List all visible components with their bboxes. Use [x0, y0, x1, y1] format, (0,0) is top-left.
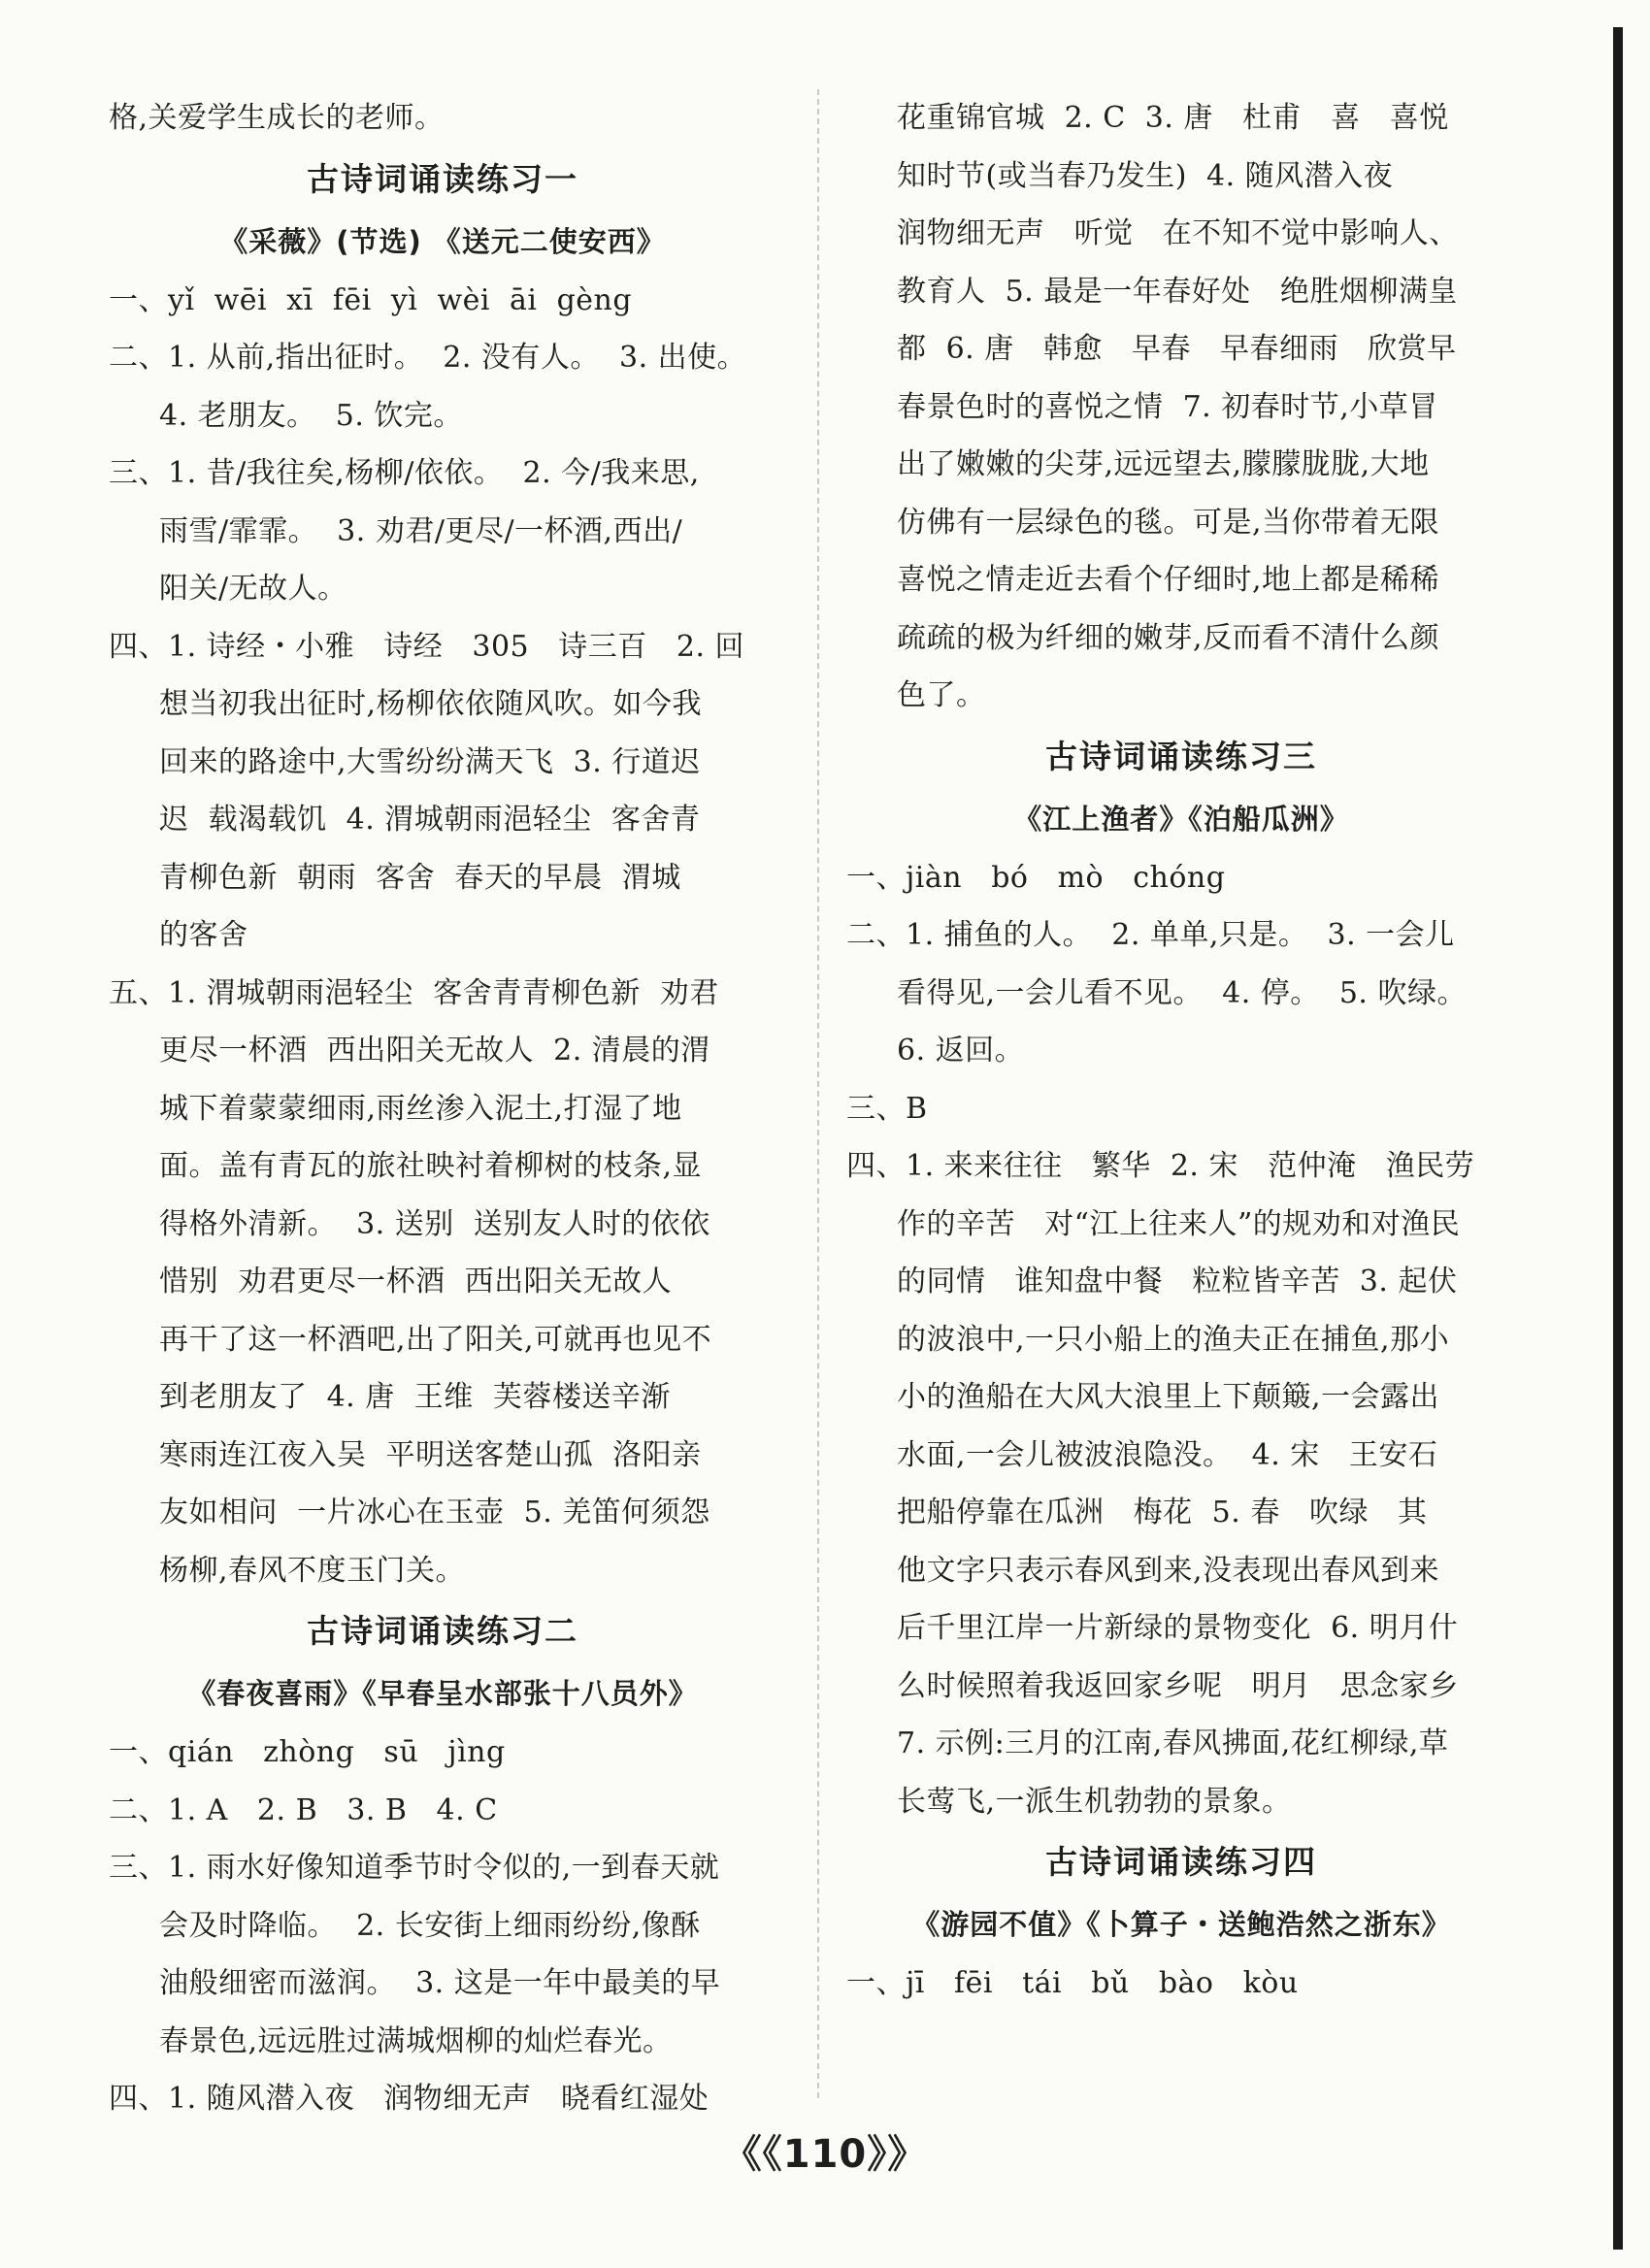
answer-line: 喜悦之情走近去看个仔细时,地上都是稀稀 — [897, 563, 1440, 597]
answer-line: 再干了这一杯酒吧,出了阳关,可就再也见不 — [159, 1322, 712, 1357]
answer-line: 色了。 — [897, 678, 986, 712]
answer-line: 面。盖有青瓦的旅社映衬着柳树的枝条,显 — [159, 1149, 703, 1183]
section-title: 古诗词诵读练习二 — [307, 1612, 578, 1650]
left-column — [109, 89, 776, 2128]
section-title: 古诗词诵读练习三 — [1045, 737, 1317, 775]
answer-line: 三、B — [846, 1091, 928, 1126]
answer-line: 后千里江岸一片新绿的景物变化 6. 明月什 — [897, 1611, 1459, 1645]
answer-line: 二、1. 从前,指出征时。 2. 没有人。 3. 出使。 — [109, 341, 747, 375]
answer-line: 水面,一会儿被波浪隐没。 4. 宋 王安石 — [897, 1437, 1438, 1472]
answer-line: 疏疏的极为纤细的嫩芽,反而看不清什么颜 — [897, 620, 1440, 655]
answer-line: 的客舍 — [159, 918, 248, 952]
answer-line: 想当初我出征时,杨柳依依随风吹。如今我 — [159, 687, 703, 721]
answer-line: 惜别 劝君更尽一杯酒 西出阳关无故人 — [159, 1265, 673, 1298]
answer-line: 杨柳,春风不度玉门关。 — [159, 1553, 466, 1588]
answer-line: 看得见,一会儿看不见。 4. 停。 5. 吹绿。 — [897, 975, 1467, 1010]
answer-line: 阳关/无故人。 — [159, 572, 347, 606]
answer-line: 仿佛有一层绿色的毯。可是,当你带着无限 — [897, 505, 1440, 540]
answer-line: 一、jiàn bó mò chóng — [846, 860, 1226, 895]
answer-line: 三、1. 昔/我往矣,杨柳/依依。 2. 今/我来思, — [109, 456, 700, 490]
answer-line: 四、1. 来来往往 繁华 2. 宋 范仲淹 渔民劳 — [846, 1149, 1475, 1183]
answer-line: 小的渔船在大风大浪里上下颠簸,一会露出 — [897, 1380, 1440, 1414]
answer-line: 一、yǐ wēi xī fēi yì wèi āi gèng — [109, 282, 633, 317]
answer-line: 二、1. A 2. B 3. B 4. C — [109, 1792, 498, 1827]
answer-line: 都 6. 唐 韩愈 早春 早春细雨 欣赏早 — [897, 332, 1457, 366]
answer-line: 7. 示例:三月的江南,春风拂面,花红柳绿,草 — [897, 1726, 1449, 1760]
poem-titles: 《游园不值》《卜算子・送鲍浩然之浙东》 — [911, 1908, 1451, 1941]
answer-line: 么时候照着我返回家乡呢 明月 思念家乡 — [897, 1668, 1459, 1703]
answer-line: 会及时降临。 2. 长安街上细雨纷纷,像酥 — [159, 1908, 701, 1943]
answer-line: 到老朋友了 4. 唐 王维 芙蓉楼送辛渐 — [159, 1380, 671, 1414]
answer-line: 把船停靠在瓜洲 梅花 5. 春 吹绿 其 — [897, 1496, 1428, 1529]
answer-line: 雨雪/霏霏。 3. 劝君/更尽/一杯酒,西出/ — [159, 513, 683, 548]
answer-line: 油般细密而滋润。 3. 这是一年中最美的早 — [159, 1966, 721, 2000]
answer-line: 青柳色新 朝雨 客舍 春天的早晨 渭城 — [159, 860, 681, 895]
answer-line: 四、1. 随风潜入夜 润物细无声 晓看红湿处 — [109, 2082, 710, 2116]
poem-titles: 《采薇》(节选) 《送元二使安西》 — [219, 224, 666, 258]
answer-line: 格,关爱学生成长的老师。 — [109, 101, 445, 135]
answer-line: 4. 老朋友。 5. 饮完。 — [159, 398, 463, 433]
answer-line: 出了嫩嫩的尖芽,远远望去,朦朦胧胧,大地 — [897, 447, 1430, 481]
poem-titles: 《江上渔者》《泊船瓜洲》 — [1013, 802, 1349, 836]
right-column — [846, 89, 1516, 2013]
answer-line: 五、1. 渭城朝雨浥轻尘 客舍青青柳色新 劝君 — [109, 975, 719, 1010]
answer-line: 作的辛苦 对“江上往来人”的规劝和对渔民 — [897, 1206, 1461, 1241]
answer-line: 更尽一杯酒 西出阳关无故人 2. 清晨的渭 — [159, 1034, 710, 1068]
answer-line: 回来的路途中,大雪纷纷满天飞 3. 行道迟 — [159, 744, 701, 779]
answer-line: 教育人 5. 最是一年春好处 绝胜烟柳满皇 — [897, 274, 1458, 309]
answer-line: 一、qián zhòng sū jìng — [109, 1735, 506, 1769]
answer-line: 一、jī fēi tái bǔ bào kòu — [846, 1966, 1299, 2000]
page-edge-bar — [1613, 27, 1623, 2250]
answer-line: 友如相问 一片冰心在玉壶 5. 羌笛何须怨 — [159, 1496, 710, 1529]
answer-line: 6. 返回。 — [897, 1034, 1025, 1068]
answer-line: 知时节(或当春乃发生) 4. 随风潜入夜 — [897, 158, 1394, 193]
answer-line: 润物细无声 听觉 在不知不觉中影响人、 — [897, 216, 1459, 250]
section-title: 古诗词诵读练习四 — [1045, 1843, 1317, 1881]
page-number: 《《110》》 — [722, 2132, 928, 2177]
answer-line: 的波浪中,一只小船上的渔夫正在捕鱼,那小 — [897, 1322, 1450, 1357]
answer-line: 寒雨连江夜入吴 平明送客楚山孤 洛阳亲 — [159, 1437, 702, 1472]
column-divider — [817, 89, 819, 2098]
answer-line: 花重锦官城 2. C 3. 唐 杜甫 喜 喜悦 — [897, 101, 1449, 135]
poem-titles: 《春夜喜雨》《早春呈水部张十八员外》 — [187, 1677, 698, 1710]
answer-line: 四、1. 诗经・小雅 诗经 305 诗三百 2. 回 — [109, 629, 745, 664]
answer-line: 春景色,远远胜过满城烟柳的灿烂春光。 — [159, 2023, 673, 2058]
answer-line: 二、1. 捕鱼的人。 2. 单单,只是。 3. 一会儿 — [846, 918, 1455, 952]
answer-line: 春景色时的喜悦之情 7. 初春时节,小草冒 — [897, 389, 1438, 424]
section-title: 古诗词诵读练习一 — [307, 159, 578, 198]
answer-line: 迟 载渴载饥 4. 渭城朝雨浥轻尘 客舍青 — [159, 803, 701, 837]
answer-line: 长莺飞,一派生机勃勃的景象。 — [897, 1784, 1292, 1819]
answer-line: 得格外清新。 3. 送别 送别友人时的依依 — [159, 1206, 710, 1241]
answer-line: 他文字只表示春风到来,没表现出春风到来 — [897, 1553, 1440, 1588]
answer-line: 城下着蒙蒙细雨,雨丝渗入泥土,打湿了地 — [159, 1091, 682, 1126]
answer-line: 三、1. 雨水好像知道季节时令似的,一到春天就 — [109, 1851, 720, 1885]
answer-line: 的同情 谁知盘中餐 粒粒皆辛苦 3. 起伏 — [897, 1265, 1458, 1298]
